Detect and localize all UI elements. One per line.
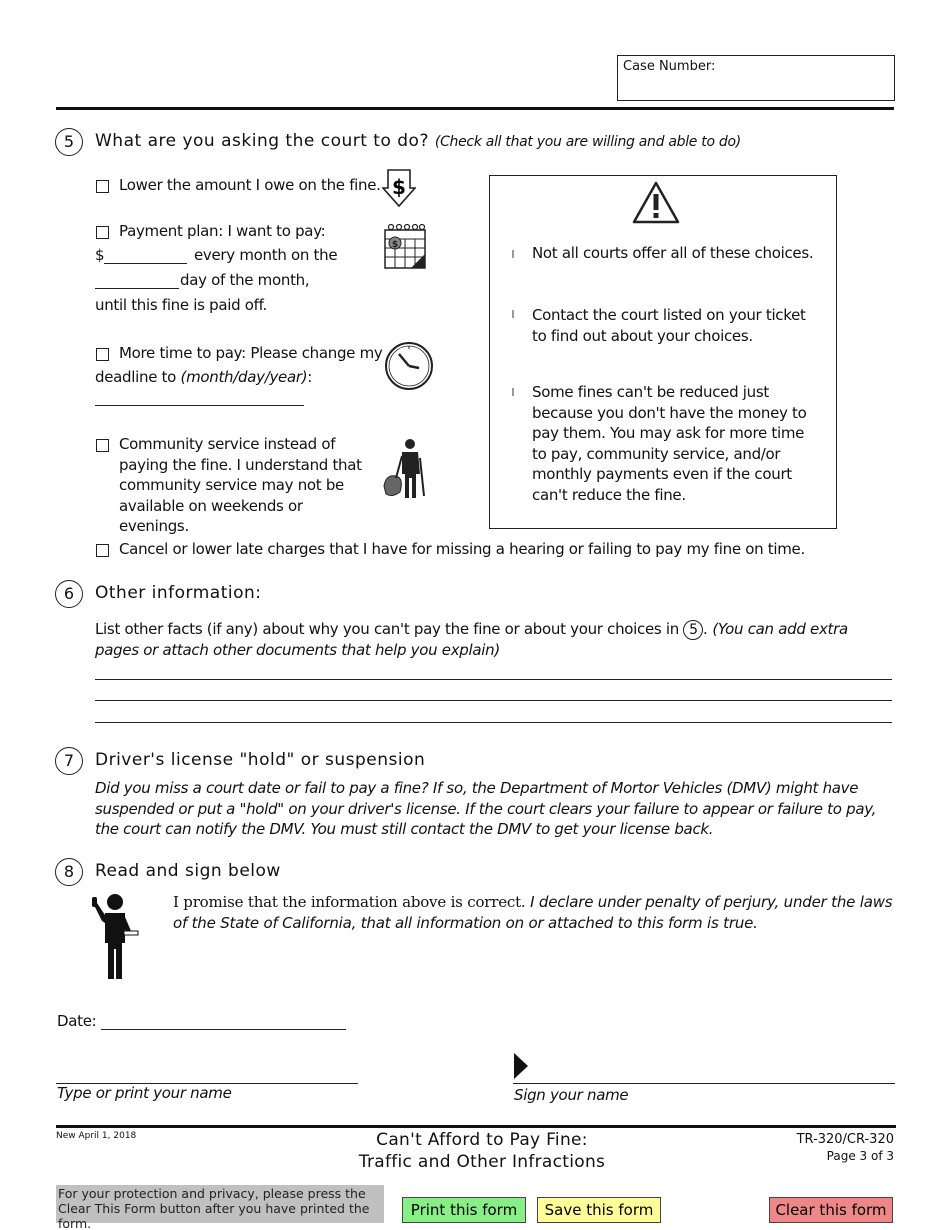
form-id: TR-320/CR-320 [796,1132,894,1147]
community-service-checkbox[interactable] [96,439,109,452]
save-form-button[interactable]: Save this form [537,1197,661,1223]
svg-text:$: $ [391,240,399,250]
section-7-number: 7 [55,747,83,775]
payment-plan-until: until this fine is paid off. [95,296,268,314]
section-5-title: What are you asking the court to do? (Check all that you are willing and able to do) [95,131,741,151]
svg-text:$: $ [392,175,406,199]
clear-form-button[interactable]: Clear this form [769,1197,893,1223]
lower-amount-label: Lower the amount I owe on the fine. [119,176,381,194]
header-rule [56,107,894,110]
revision-date: New April 1, 2018 [56,1131,137,1141]
more-time-label: More time to pay: Please change my [119,344,383,362]
section-7-body: Did you miss a court date or fail to pay a fine? If so, the Department of Mortor Vehicles (DMV) might have suspended or put a "hold" on your driver's license. If the court clears your failure to appear or failure to pay, the court can notify the DMV. You must still contact the DMV to get your license back. [95,779,877,838]
dollar-down-icon [382,168,416,212]
payment-plan-checkbox[interactable] [96,226,109,239]
section-5-subtitle: (Check all that you are willing and able to do) [434,134,741,150]
case-number-box[interactable] [617,55,895,101]
person-oath-icon [91,893,141,985]
sign-name-label: Sign your name [514,1086,629,1104]
notice-bullet [512,388,514,396]
community-service-icon [382,438,428,504]
page-number: Page 3 of 3 [826,1149,894,1163]
payment-day-field[interactable] [95,271,179,289]
payment-amount-field[interactable] [104,246,187,264]
signature-field[interactable] [513,1058,895,1084]
section-8-number: 8 [55,858,83,886]
more-time-checkbox[interactable] [96,348,109,361]
warning-icon [631,180,681,230]
footer-rule [56,1125,896,1128]
lower-amount-checkbox[interactable] [96,180,109,193]
section-5-number: 5 [55,128,83,156]
notice-2: Contact the court listed on your ticket to find out about your choices. [532,306,806,345]
section-7-title: Driver's license "hold" or suspension [95,750,426,770]
date-label: Date: [57,1012,97,1030]
notice-3: Some fines can't be reduced just because you don't have the money to pay them. You may ask for more time to pay, community service, and/or monthly payments even if the court can't reduce the fine. [532,383,807,504]
community-service-label: Community service instead of paying the fine. I understand that community service may not be available on weekends or evenings. [119,435,362,535]
calendar-icon [382,222,428,276]
more-time-deadline: deadline to (month/day/year): [95,368,313,386]
section-6-title: Other information: [95,583,262,603]
notice-bullet [512,310,514,318]
section-6-instruction: List other facts (if any) about why you can't pay the fine or about your choices in 5 . (You can add extra pages or attach other documents that help you explain) [95,620,848,659]
other-info-line-2[interactable] [95,683,892,701]
form-title: Can't Afford to Pay Fine: Traffic and Other Infractions [358,1130,606,1172]
payment-plan-day: day of the month, [180,271,310,289]
print-form-button[interactable]: Print this form [402,1197,526,1223]
case-number-label: Case Number: [623,59,716,74]
cancel-late-charges-label: Cancel or lower late charges that I have for missing a hearing or failing to pay my fine on time. [119,540,805,558]
section-6-number: 6 [55,580,83,608]
payment-plan-label: Payment plan: I want to pay: [119,222,326,240]
notice-1: Not all courts offer all of these choices. [532,244,814,262]
print-name-field[interactable] [56,1058,358,1084]
section-5-reference: 5 [683,620,703,640]
cancel-late-charges-checkbox[interactable] [96,544,109,557]
payment-plan-every: every month on the [194,246,338,264]
notice-bullet [512,250,514,258]
section-8-title: Read and sign below [95,861,281,881]
other-info-line-1[interactable] [95,662,892,680]
print-name-label: Type or print your name [57,1084,232,1102]
deadline-date-field[interactable] [95,388,304,406]
clock-icon [383,340,435,396]
date-field[interactable] [101,1012,346,1030]
payment-plan-dollar: $ [95,246,105,264]
other-info-line-3[interactable] [95,705,892,723]
declaration-text: I promise that the information above is correct. I declare under penalty of perjury, under the laws of the State of California, that all information on or attached to this form is true. [173,893,893,932]
privacy-note: For your protection and privacy, please press the Clear This Form button after you have printed the form. [56,1185,384,1223]
